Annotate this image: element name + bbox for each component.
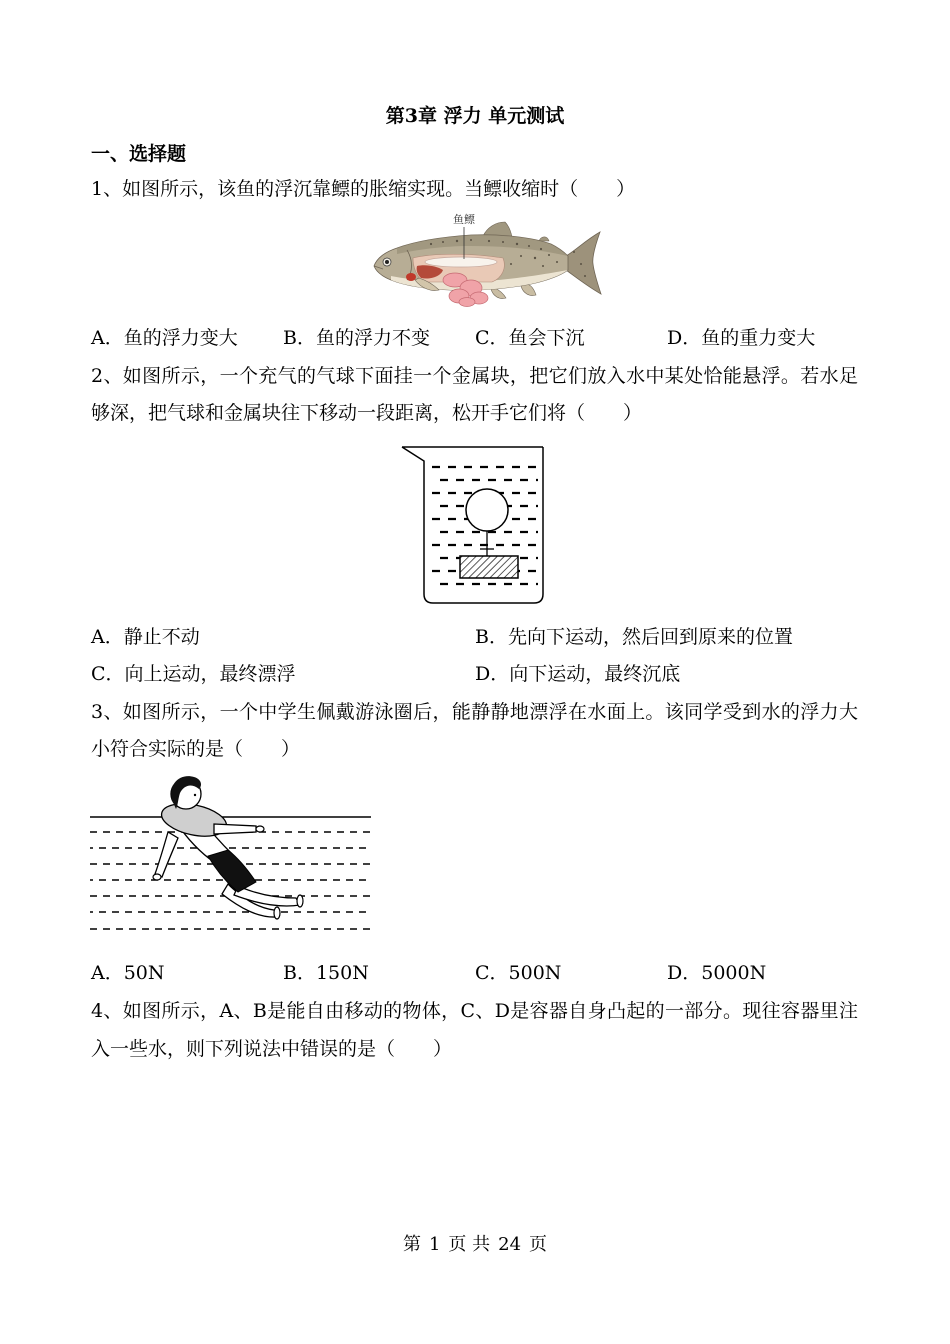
question-1-option-d: D．鱼的重力变大 [667,327,816,349]
question-2-option-d: D．向下运动，最终沉底 [475,663,681,685]
metal-block [460,556,518,578]
footer-current-page: 1 [428,1234,441,1255]
question-3-option-d: D．5000N [667,962,767,984]
swimmer-arm-down [155,832,178,877]
footer-prefix: 第 [402,1234,421,1255]
swimmer-foot [297,895,303,907]
page-title: 第3章 浮力 单元测试 [385,105,565,127]
question-3-option-b: B．150N [283,962,369,984]
section-heading: 一、选择题 [91,143,187,165]
fish-adipose-fin [539,237,549,241]
swimmer-eye [194,794,196,796]
question-1-option-b: B．鱼的浮力不变 [283,327,430,349]
swimmer-shorts [208,850,256,892]
question-1-option-a: A．鱼的浮力变大 [91,327,238,349]
question-2-option-b: B．先向下运动，然后回到原来的位置 [475,626,793,648]
page-footer [0,1233,950,1257]
question-3-text-line-1: 3、如图所示，一个中学生佩戴游泳圈后，能静静地漂浮在水面上。该同学受到水的浮力大 [91,701,858,723]
question-2-text-line-2: 够深，把气球和金属块往下移动一段距离，松开手它们将（ ） [91,402,643,424]
question-2-option-a: A．静止不动 [91,626,200,648]
question-4-text-line-2: 入一些水，则下列说法中错误的是（ ） [91,1038,453,1060]
fish-heart [406,273,416,281]
fish-diagram [371,208,603,308]
swimmer-hand [256,826,264,832]
question-2-text-line-1: 2、如图所示，一个充气的气球下面挂一个金属块，把它们放入水中某处恰能悬浮。若水足 [91,365,858,387]
swim-bladder [425,257,497,267]
footer-total-pages: 24 [498,1234,522,1255]
beaker-diagram [398,443,548,608]
question-3-text-line-2: 小符合实际的是（ ） [91,738,301,760]
swim-bladder-label: 鱼鳔 [453,213,475,226]
question-2-option-c: C．向上运动，最终漂浮 [91,663,296,685]
question-1-text: 1、如图所示，该鱼的浮沉靠鳔的胀缩实现。当鳔收缩时（ ） [91,178,636,200]
question-4-text-line-1: 4、如图所示，A、B是能自由移动的物体，C、D是容器自身凸起的一部分。现往容器里注 [91,1000,858,1022]
swimmer-foot [274,907,280,919]
footer-middle: 页 共 [448,1234,491,1255]
swimmer-arm-extended [214,824,256,834]
swimmer-hand [153,874,161,880]
question-1-option-c: C．鱼会下沉 [475,327,585,349]
question-3-option-a: A．50N [91,962,165,984]
fish-pupil [385,260,389,264]
footer-suffix: 页 [529,1234,548,1255]
swimmer-diagram [88,768,373,936]
balloon [466,489,508,531]
fish-tail [566,232,601,294]
question-3-option-c: C．500N [475,962,562,984]
